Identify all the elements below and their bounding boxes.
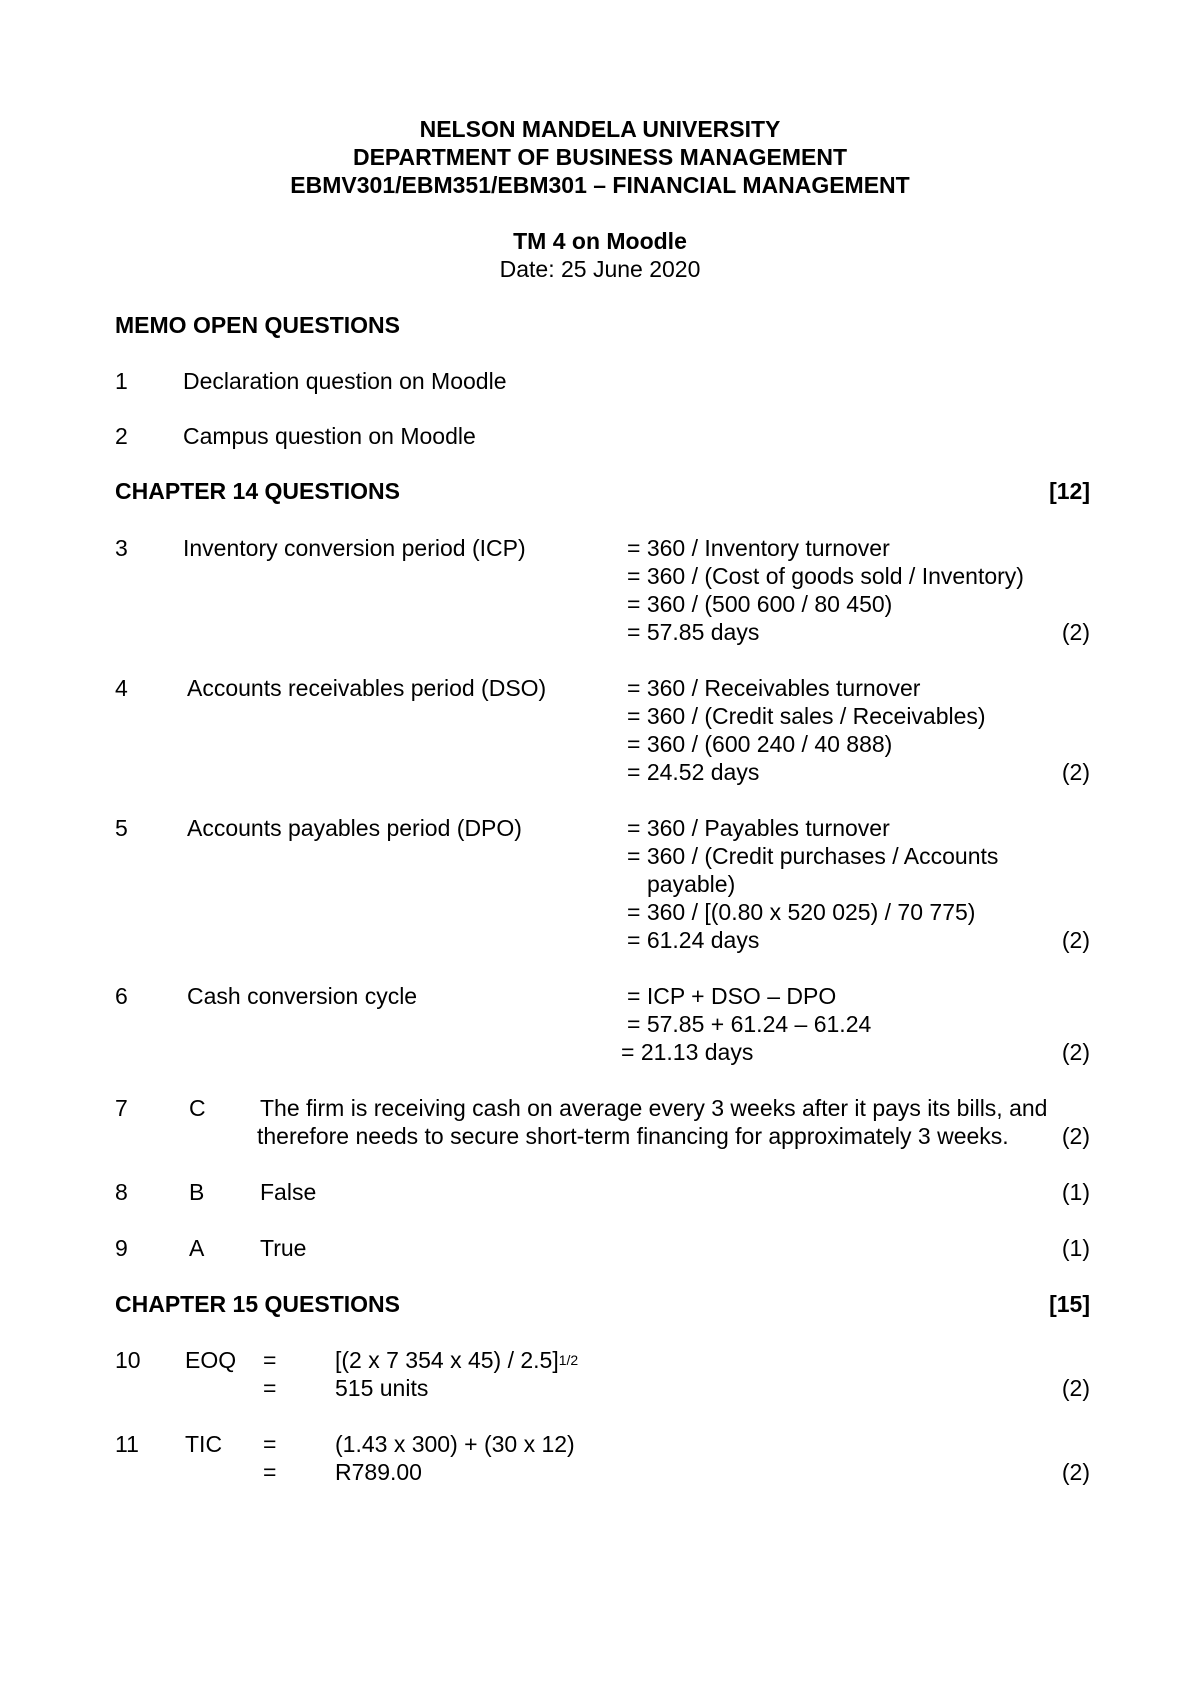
q4-line-4: = 24.52 days (627, 759, 760, 785)
q4-label: Accounts receivables period (DSO) (187, 675, 547, 701)
q6-marks: (2) (1061, 1039, 1090, 1065)
chapter-14-total: [12] (1049, 478, 1090, 504)
q10-formula-base: [(2 x 7 354 x 45) / 2.5] (335, 1347, 559, 1373)
q5-label: Accounts payables period (DPO) (187, 815, 522, 841)
q3-line-2: = 360 / (Cost of goods sold / Inventory) (627, 563, 1024, 589)
chapter-15-total: [15] (1049, 1291, 1090, 1317)
chapter-15-heading: CHAPTER 15 QUESTIONS (115, 1291, 400, 1317)
q10-equals-2: = (263, 1375, 277, 1401)
course-title: EBMV301/EBM351/EBM301 – FINANCIAL MANAGEMENT (290, 172, 910, 198)
q8-marks: (1) (1061, 1179, 1090, 1205)
q5-line-4: = 360 / [(0.80 x 520 025) / 70 775) (627, 899, 976, 925)
q11-formula: (1.43 x 300) + (30 x 12) (335, 1431, 575, 1457)
document-date: Date: 25 June 2020 (499, 256, 701, 282)
q4-line-1: = 360 / Receivables turnover (627, 675, 921, 701)
q9-answer-letter: A (189, 1235, 205, 1261)
q11-number: 11 (115, 1431, 139, 1457)
q4-line-3: = 360 / (600 240 / 40 888) (627, 731, 893, 757)
q10-equals-1: = (263, 1347, 277, 1373)
q6-label: Cash conversion cycle (187, 983, 418, 1009)
q7-number: 7 (115, 1095, 128, 1121)
university-name: NELSON MANDELA UNIVERSITY (419, 116, 781, 142)
memo-item-1-text: Declaration question on Moodle (183, 368, 507, 394)
q11-marks: (2) (1061, 1459, 1090, 1485)
q7-marks: (2) (1061, 1123, 1090, 1149)
q11-label: TIC (185, 1431, 223, 1457)
q8-number: 8 (115, 1179, 128, 1205)
q3-number: 3 (115, 535, 128, 561)
q6-line-2: = 57.85 + 61.24 – 61.24 (627, 1011, 872, 1037)
q3-line-1: = 360 / Inventory turnover (627, 535, 890, 561)
q6-number: 6 (115, 983, 128, 1009)
q9-marks: (1) (1061, 1235, 1090, 1261)
q3-line-4: = 57.85 days (627, 619, 760, 645)
q6-line-3: = 21.13 days (621, 1039, 754, 1065)
q6-line-1: = ICP + DSO – DPO (627, 983, 837, 1009)
q5-line-2: = 360 / (Credit purchases / Accounts (627, 843, 999, 869)
q7-answer-letter: C (189, 1095, 206, 1121)
q3-label: Inventory conversion period (ICP) (183, 535, 526, 561)
q11-result: R789.00 (335, 1459, 422, 1485)
q9-answer-text: True (260, 1235, 307, 1261)
q7-explanation-line-1: The firm is receiving cash on average every 3 weeks after it pays its bills, and (260, 1095, 1048, 1121)
memo-item-2-text: Campus question on Moodle (183, 423, 476, 449)
q3-marks: (2) (1061, 619, 1090, 645)
q7-explanation-line-2: therefore needs to secure short-term financing for approximately 3 weeks. (257, 1123, 1009, 1149)
q10-formula (335, 1346, 578, 1377)
q10-result: 515 units (335, 1375, 429, 1401)
document-title: TM 4 on Moodle (513, 228, 687, 254)
q5-line-3: payable) (647, 871, 736, 897)
memo-item-2-number: 2 (115, 423, 128, 449)
q10-number: 10 (115, 1347, 141, 1373)
q4-line-2: = 360 / (Credit sales / Receivables) (627, 703, 986, 729)
q10-marks: (2) (1061, 1375, 1090, 1401)
q8-answer-text: False (260, 1179, 317, 1205)
q4-marks: (2) (1061, 759, 1090, 785)
q3-line-3: = 360 / (500 600 / 80 450) (627, 591, 893, 617)
q11-equals-2: = (263, 1459, 277, 1485)
memo-heading: MEMO OPEN QUESTIONS (115, 312, 400, 338)
q5-line-5: = 61.24 days (627, 927, 760, 953)
q4-number: 4 (115, 675, 128, 701)
q11-equals-1: = (263, 1431, 277, 1457)
q10-label: EOQ (185, 1347, 237, 1373)
memo-item-1-number: 1 (115, 368, 128, 394)
q10-formula-exponent: 1/2 (558, 1352, 579, 1368)
q5-marks: (2) (1061, 927, 1090, 953)
q9-number: 9 (115, 1235, 128, 1261)
q5-number: 5 (115, 815, 128, 841)
q5-line-1: = 360 / Payables turnover (627, 815, 890, 841)
chapter-14-heading: CHAPTER 14 QUESTIONS (115, 478, 400, 504)
department-name: DEPARTMENT OF BUSINESS MANAGEMENT (352, 144, 848, 170)
q8-answer-letter: B (189, 1179, 205, 1205)
